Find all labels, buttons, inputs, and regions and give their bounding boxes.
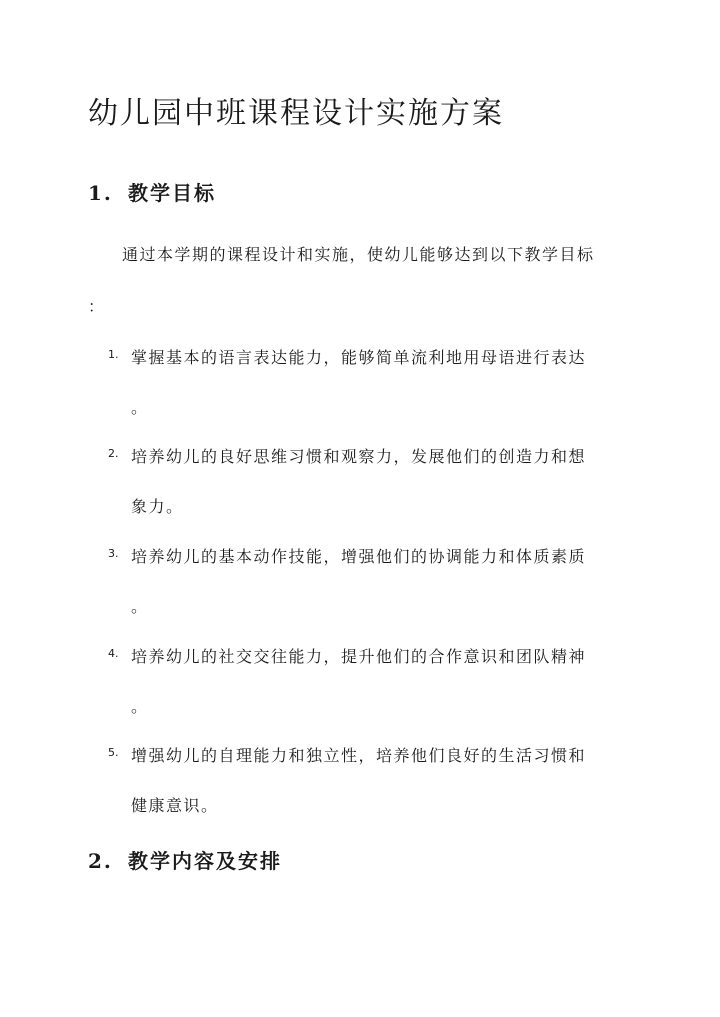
page-title: 幼儿园中班课程设计实施方案 [88,96,504,131]
goal-text: 培养幼儿的基本动作技能，增强他们的协调能力和体质素质 [131,547,587,566]
intro-paragraph [88,242,648,316]
intro-line: 通过本学期的课程设计和实施，使幼儿能够达到以下教学目标 [122,245,595,264]
goal-text: 增强幼儿的自理能力和独立性，培养他们良好的生活习惯和 [131,746,587,765]
section-heading-teaching-goals [88,177,216,206]
goal-text-continuation: 。 [131,398,149,417]
section-title: 教学内容及安排 [128,849,282,873]
section-number: 1. [88,181,113,205]
goal-text-continuation: 象力。 [131,497,184,516]
goal-text-continuation: 。 [131,697,149,716]
goal-text: 掌握基本的语言表达能力，能够简单流利地用母语进行表达 [131,348,587,367]
goal-index: 5. [108,746,119,759]
section-title: 教学目标 [128,181,216,205]
goal-text: 培养幼儿的社交交往能力，提升他们的合作意识和团队精神 [131,647,587,666]
goal-index: 4. [108,647,119,660]
goal-text: 培养幼儿的良好思维习惯和观察力，发展他们的创造力和想 [131,447,587,466]
goal-index: 1. [108,348,119,361]
intro-line-continuation: ： [88,297,106,316]
goal-index: 2. [108,447,119,460]
section-number: 2. [88,849,113,873]
goal-text-continuation: 健康意识。 [131,796,219,815]
goal-index: 3. [108,547,119,560]
goal-text-continuation: 。 [131,597,149,616]
section-heading-teaching-content [88,845,282,874]
